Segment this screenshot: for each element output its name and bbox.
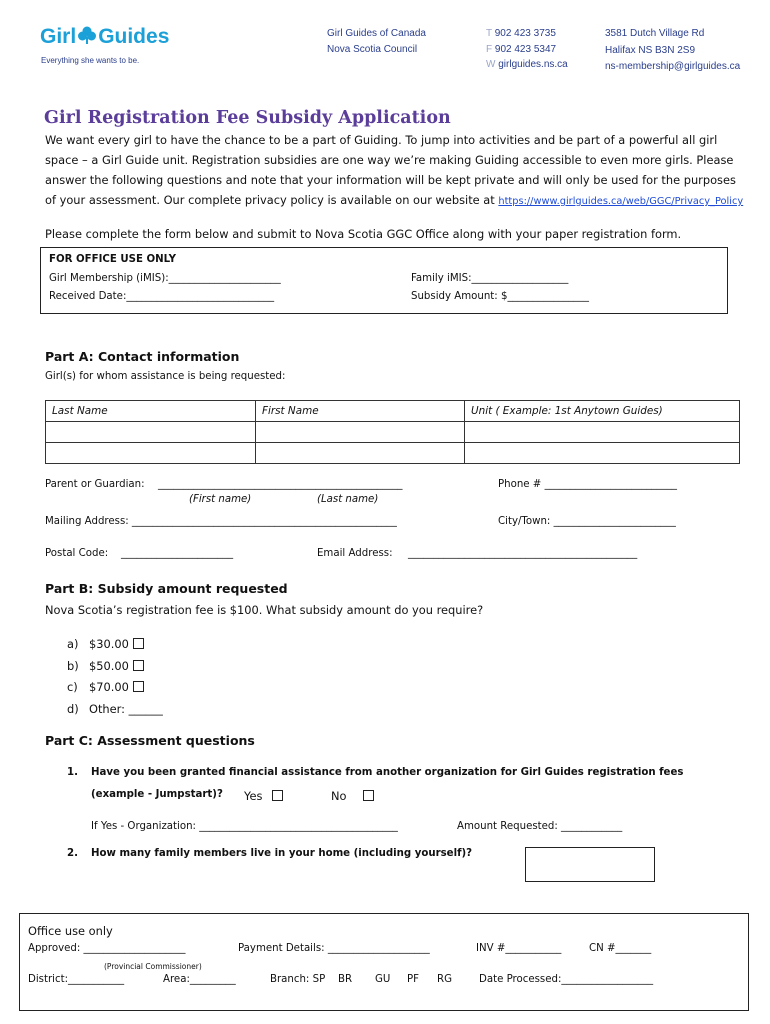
org-name: Girl Guides of Canada — [327, 28, 426, 39]
org-block — [327, 26, 426, 57]
col-unit-label: Unit ( Example: 1st Anytown Guides) — [471, 405, 663, 417]
provincial-caption: (Provincial Commissioner) — [104, 962, 202, 971]
col-first-name — [256, 401, 465, 422]
instruction-text: Please complete the form below and submit to Nova Scotia GGC Office along with your paper registration form. — [45, 227, 682, 241]
family-imis-field[interactable]: Family iMIS:___________________ — [411, 273, 569, 284]
privacy-policy-link[interactable]: https://www.girlguides.ca/web/GGC/Privacy_Policy — [498, 196, 744, 207]
last-name-caption: (Last name) — [317, 494, 379, 505]
option-letter: b) — [67, 658, 79, 673]
unit-cell[interactable] — [465, 443, 740, 464]
intro-line: space – a Girl Guide unit. Registration subsidies are one way we’re making Guiding accessible to even more girls. Please — [45, 153, 734, 167]
checkbox[interactable] — [272, 790, 283, 801]
branch-br[interactable]: BR — [338, 974, 353, 985]
option-a[interactable] — [67, 634, 163, 656]
option-c[interactable] — [67, 677, 163, 699]
branch-gu[interactable]: GU — [375, 974, 391, 985]
table-header-row — [46, 401, 740, 422]
col-unit — [465, 401, 740, 422]
branch-sp[interactable]: Branch: SP — [270, 974, 326, 985]
q1-text-line2: (example - Jumpstart)? — [91, 789, 223, 800]
phone-prefix: T — [486, 28, 492, 39]
girls-table — [45, 400, 740, 464]
last-name-cell[interactable] — [46, 422, 256, 443]
option-d[interactable] — [67, 699, 163, 721]
first-name-cell[interactable] — [256, 422, 465, 443]
first-name-caption: (First name) — [189, 494, 252, 505]
last-name-cell[interactable] — [46, 443, 256, 464]
checkbox[interactable] — [133, 638, 144, 649]
cn-field[interactable]: CN #_______ — [589, 943, 652, 954]
header-email[interactable]: ns-membership@girlguides.ca — [605, 61, 741, 72]
no-option[interactable] — [331, 786, 374, 806]
trefoil-icon — [77, 25, 97, 45]
parent-field[interactable]: ________________________________________________ — [158, 479, 403, 490]
date-processed-field[interactable]: Date Processed:__________________ — [479, 974, 654, 985]
phone-field[interactable]: Phone # __________________________ — [498, 479, 678, 490]
postal-code-field[interactable]: ______________________ — [121, 548, 234, 559]
subsidy-options — [67, 634, 163, 720]
intro-line: answer the following questions and note that your information will be kept private and will only be used for the purposes — [45, 173, 736, 187]
table-row — [46, 443, 740, 464]
area-field[interactable]: Area:_________ — [163, 974, 236, 985]
amount-requested-field[interactable]: Amount Requested: ____________ — [457, 821, 623, 832]
part-a-heading: Part A: Contact information — [45, 349, 240, 364]
part-b-heading: Part B: Subsidy amount requested — [45, 581, 288, 596]
intro-line: We want every girl to have the chance to be a part of Guiding. To jump into activities and be part of a powerful all girl — [45, 133, 718, 147]
footer-heading: Office use only — [28, 924, 113, 938]
yes-label: Yes — [244, 789, 263, 803]
logo — [40, 25, 169, 49]
received-date-field[interactable]: Received Date:_____________________________ — [49, 291, 275, 302]
q1-text: Have you been granted financial assistance from another organization for Girl Guides registration fees — [91, 767, 684, 778]
phone-number: 902 423 3735 — [494, 28, 556, 39]
parent-label: Parent or Guardian: — [45, 479, 145, 490]
address-block — [605, 26, 740, 76]
office-use-heading: FOR OFFICE USE ONLY — [49, 254, 176, 265]
page-title: Girl Registration Fee Subsidy Application — [44, 108, 451, 128]
fax-prefix: F — [486, 43, 493, 55]
address-line1: 3581 Dutch Village Rd — [605, 28, 705, 39]
option-label[interactable]: Other: ______ — [89, 701, 163, 716]
option-letter: a) — [67, 637, 79, 651]
mailing-address-field[interactable]: Mailing Address: ____________________________________________________ — [45, 516, 397, 527]
address-line2: Halifax NS B3N 2S9 — [605, 44, 696, 56]
email-field[interactable]: _____________________________________________ — [408, 548, 638, 559]
col-last-name-label: Last Name — [52, 405, 108, 417]
checkbox[interactable] — [133, 681, 144, 692]
first-name-cell[interactable] — [256, 443, 465, 464]
part-b-question: Nova Scotia’s registration fee is $100. What subsidy amount do you require? — [45, 603, 484, 617]
checkbox[interactable] — [363, 790, 374, 801]
q2-text: How many family members live in your home (including yourself)? — [91, 848, 473, 859]
col-first-name-label: First Name — [262, 405, 319, 417]
q2-number: 2. — [67, 848, 78, 859]
email-label: Email Address: — [317, 548, 393, 559]
contact-block — [486, 26, 568, 73]
option-label: $50.00 — [89, 658, 129, 673]
subsidy-amount-field[interactable]: Subsidy Amount: $________________ — [411, 291, 589, 302]
yes-option[interactable] — [244, 786, 283, 806]
council-name: Nova Scotia Council — [327, 43, 418, 55]
inv-field[interactable]: INV #___________ — [476, 943, 562, 954]
option-label: $30.00 — [89, 637, 129, 651]
fax-number: 902 423 5347 — [494, 43, 557, 55]
intro-line: of your assessment. Our complete privacy policy is available on our website at — [45, 193, 495, 207]
option-letter: d) — [67, 701, 79, 716]
col-last-name — [46, 401, 256, 422]
no-label: No — [331, 789, 347, 803]
approved-field[interactable]: Approved: ____________________ — [28, 943, 186, 954]
checkbox[interactable] — [133, 660, 144, 671]
unit-cell[interactable] — [465, 422, 740, 443]
organization-field[interactable]: If Yes - Organization: _______________________________________ — [91, 821, 398, 832]
intro-paragraph — [45, 130, 743, 212]
option-label: $70.00 — [89, 680, 129, 694]
q1-number: 1. — [67, 767, 78, 778]
web-prefix: W — [486, 59, 496, 70]
part-c-heading: Part C: Assessment questions — [45, 733, 255, 748]
tagline: Everything she wants to be. — [41, 56, 140, 65]
branch-pf[interactable]: PF — [407, 974, 420, 985]
postal-code-label: Postal Code: — [45, 548, 109, 559]
payment-details-field[interactable]: Payment Details: ____________________ — [238, 943, 430, 954]
option-letter: c) — [67, 680, 78, 694]
girl-membership-field[interactable]: Girl Membership (iMIS):______________________ — [49, 273, 281, 284]
logo-guides-text: Guides — [98, 25, 170, 48]
table-row — [46, 422, 740, 443]
option-b[interactable] — [67, 656, 163, 678]
city-field[interactable]: City/Town: ________________________ — [498, 516, 676, 527]
logo-girl-text: Girl — [40, 25, 77, 48]
website[interactable]: girlguides.ns.ca — [498, 59, 568, 70]
family-members-input[interactable] — [525, 847, 655, 882]
part-a-subtitle: Girl(s) for whom assistance is being requested: — [45, 371, 286, 382]
district-field[interactable]: District:___________ — [28, 974, 125, 985]
branch-rg[interactable]: RG — [437, 974, 452, 985]
